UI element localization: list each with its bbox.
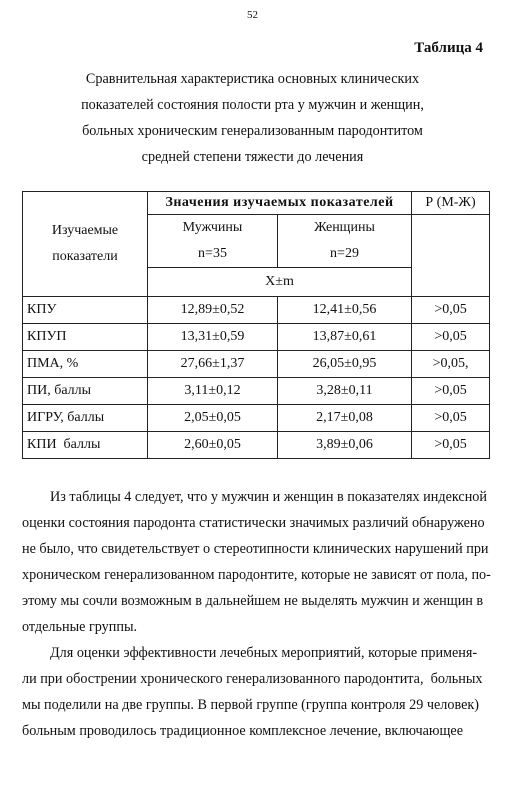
values-header: Значения изучаемых показателей [148, 192, 412, 215]
women-header [278, 215, 412, 268]
param-cell: ИГРУ, баллы [23, 405, 148, 432]
women-value: 12,41±0,56 [278, 297, 412, 324]
p-value: >0,05 [412, 378, 490, 405]
men-value: 27,66±1,37 [148, 351, 278, 378]
param-header-line: показатели [52, 249, 118, 264]
paragraph-line: не было, что свидетельствует о стереотипности клинических нарушений при [22, 541, 489, 557]
paragraph-line: Для оценки эффективности лечебных мероприятий, которые применя- [50, 645, 478, 661]
p-value: >0,05 [412, 405, 490, 432]
women-value: 3,89±0,06 [278, 432, 412, 459]
page-number: 52 [247, 9, 258, 21]
table-row [23, 297, 490, 324]
table-row [23, 378, 490, 405]
paragraph-line: отдельные группы. [22, 619, 138, 635]
param-cell: КПУП [23, 324, 148, 351]
women-value: 3,28±0,11 [278, 378, 412, 405]
men-value: 12,89±0,52 [148, 297, 278, 324]
paragraph-line: Из таблицы 4 следует, что у мужчин и женщин в показателях индексной [50, 489, 487, 505]
table-row [23, 405, 490, 432]
men-n: n=35 [198, 246, 227, 261]
men-value: 2,05±0,05 [148, 405, 278, 432]
men-header [148, 215, 278, 268]
paragraph-line: хроническом генерализованном пародонтите, которые не зависят от пола, по- [22, 567, 491, 583]
unit-row: X±m [148, 268, 412, 297]
paragraph-line: ли при обострении хронического генерализованного пародонтита, больных [22, 671, 483, 687]
women-value: 2,17±0,08 [278, 405, 412, 432]
p-header-spacer [412, 215, 490, 297]
table-row [23, 324, 490, 351]
table-row [23, 351, 490, 378]
p-value: >0,05 [412, 324, 490, 351]
men-label: Мужчины [182, 220, 243, 235]
women-value: 13,87±0,61 [278, 324, 412, 351]
paragraph-line: мы поделили на две группы. В первой группе (группа контроля 29 человек) [22, 697, 479, 713]
men-value: 3,11±0,12 [148, 378, 278, 405]
param-cell: ПИ, баллы [23, 378, 148, 405]
p-header: Р (М-Ж) [412, 192, 490, 215]
caption-line: показателей состояния полости рта у мужчин и женщин, [81, 97, 424, 113]
caption-line: Сравнительная характеристика основных клинических [85, 71, 420, 87]
data-table [22, 191, 490, 459]
paragraph-line: больным проводилось традиционное комплексное лечение, включающее [22, 723, 463, 739]
paragraph-conclusion [22, 484, 490, 640]
param-header [23, 192, 148, 297]
women-label: Женщины [314, 220, 375, 235]
men-value: 2,60±0,05 [148, 432, 278, 459]
param-cell: КПИ баллы [23, 432, 148, 459]
women-n: n=29 [330, 246, 359, 261]
paragraph-line: этому мы сочли возможным в дальнейшем не выделять мужчин и женщин в [22, 593, 484, 609]
param-cell: ПМА, % [23, 351, 148, 378]
p-value: >0,05, [412, 351, 490, 378]
caption-line: средней степени тяжести до лечения [141, 149, 364, 165]
paragraph-methods [22, 640, 490, 744]
table-row [23, 432, 490, 459]
param-header-line: Изучаемые [51, 223, 119, 238]
p-value: >0,05 [412, 297, 490, 324]
paragraph-line: оценки состояния пародонта статистически значимых различий обнаружено [22, 515, 485, 531]
table-label: Таблица 4 [414, 40, 483, 56]
caption-line: больных хроническим генерализованным пародонтитом [82, 123, 423, 139]
women-value: 26,05±0,95 [278, 351, 412, 378]
param-cell: КПУ [23, 297, 148, 324]
p-value: >0,05 [412, 432, 490, 459]
men-value: 13,31±0,59 [148, 324, 278, 351]
table-caption [40, 66, 465, 170]
